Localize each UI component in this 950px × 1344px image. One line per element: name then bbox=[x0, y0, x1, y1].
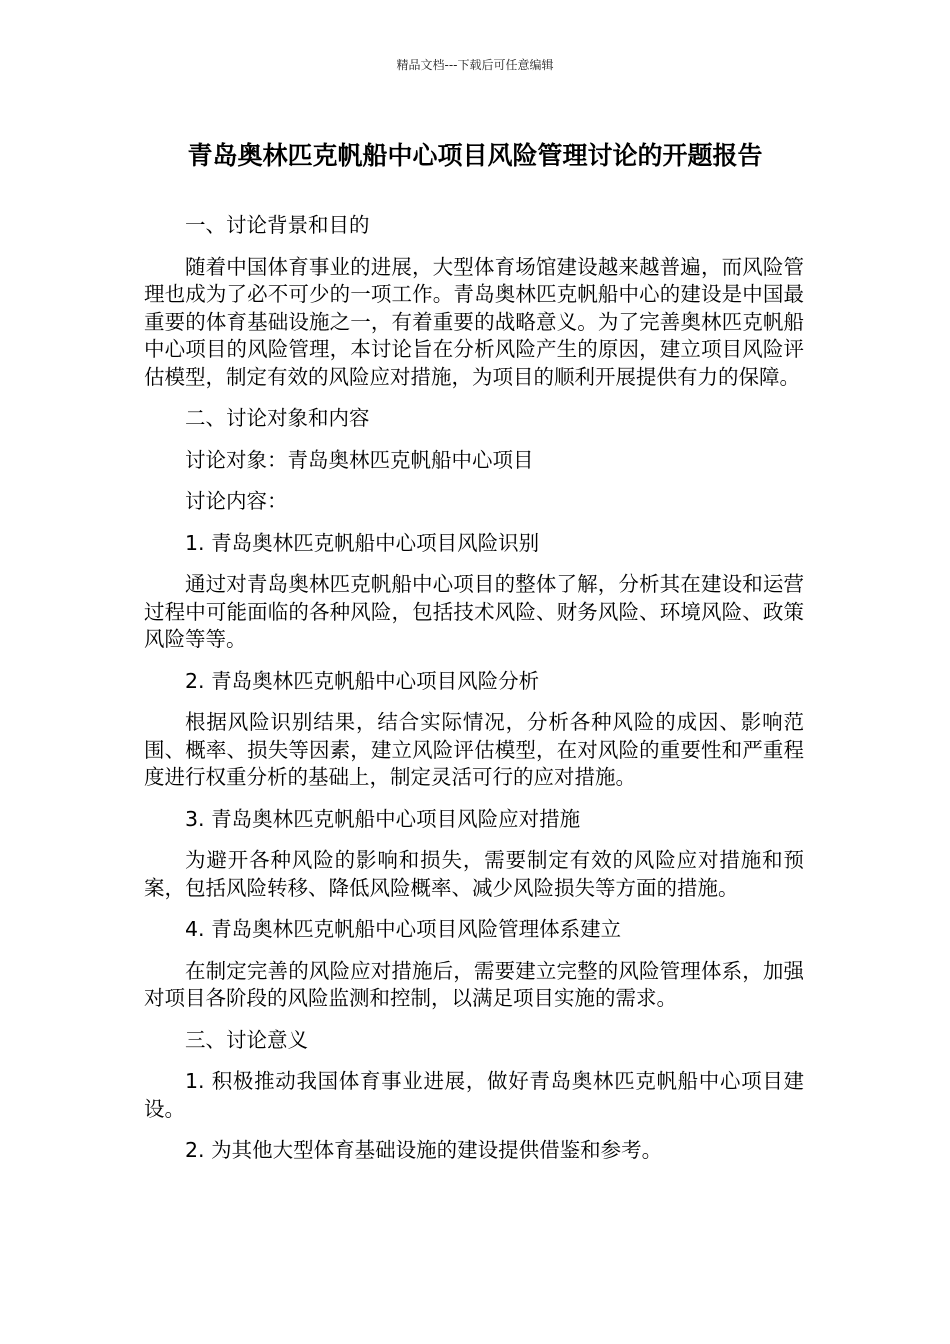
section-heading-object-content: 二、讨论对象和内容 bbox=[185, 406, 370, 430]
item-paragraph-4: 在制定完善的风险应对措施后，需要建立完整的风险管理体系，加强对项目各阶段的风险监测和控制，以满足项目实施的需求。 bbox=[144, 958, 804, 1010]
significance-item-2: 2. 为其他大型体育基础设施的建设提供借鉴和参考。 bbox=[185, 1138, 663, 1162]
item-heading-1: 1. 青岛奥林匹克帆船中心项目风险识别 bbox=[185, 530, 540, 555]
item-paragraph-2: 根据风险识别结果，结合实际情况，分析各种风险的成因、影响范围、概率、损失等因素，建立风险评估模型，在对风险的重要性和严重程度进行权重分析的基础上，制定灵活可行的应对措施。 bbox=[144, 710, 804, 789]
document-body bbox=[144, 212, 804, 1179]
item-heading-4: 4. 青岛奥林匹克帆船中心项目风险管理体系建立 bbox=[185, 917, 622, 941]
item-paragraph-3: 为避开各种风险的影响和损失，需要制定有效的风险应对措施和预案，包括风险转移、降低风险概率、减少风险损失等方面的措施。 bbox=[144, 848, 804, 900]
item-heading-3: 3. 青岛奥林匹克帆船中心项目风险应对措施 bbox=[185, 806, 581, 831]
paragraph-content-label: 讨论内容： bbox=[185, 489, 288, 513]
header-note: 精品文档---下载后可任意编辑 bbox=[396, 58, 554, 72]
significance-item-1: 1. 积极推动我国体育事业进展，做好青岛奥林匹克帆船中心项目建设。 bbox=[144, 1069, 804, 1121]
paragraph-object: 讨论对象：青岛奥林匹克帆船中心项目 bbox=[185, 447, 534, 472]
section-heading-significance: 三、讨论意义 bbox=[185, 1027, 308, 1052]
item-heading-2: 2. 青岛奥林匹克帆船中心项目风险分析 bbox=[185, 668, 540, 693]
document-title: 青岛奥林匹克帆船中心项目风险管理讨论的开题报告 bbox=[187, 141, 763, 170]
paragraph-background: 随着中国体育事业的进展，大型体育场馆建设越来越普遍，而风险管理也成为了必不可少的一项工作。青岛奥林匹克帆船中心的建设是中国最重要的体育基础设施之一，有着重要的战略意义。为了完善奥林匹克帆船中心项目的风险管理，本讨论旨在分析风险产生的原因，建立项目风险评估模型，制定有效的风险应对措施，为项目的顺利开展提供有力的保障。 bbox=[144, 254, 804, 389]
item-paragraph-1: 通过对青岛奥林匹克帆船中心项目的整体了解，分析其在建设和运营过程中可能面临的各种风险，包括技术风险、财务风险、环境风险、政策风险等等。 bbox=[144, 572, 804, 651]
section-heading-background: 一、讨论背景和目的 bbox=[185, 213, 370, 237]
